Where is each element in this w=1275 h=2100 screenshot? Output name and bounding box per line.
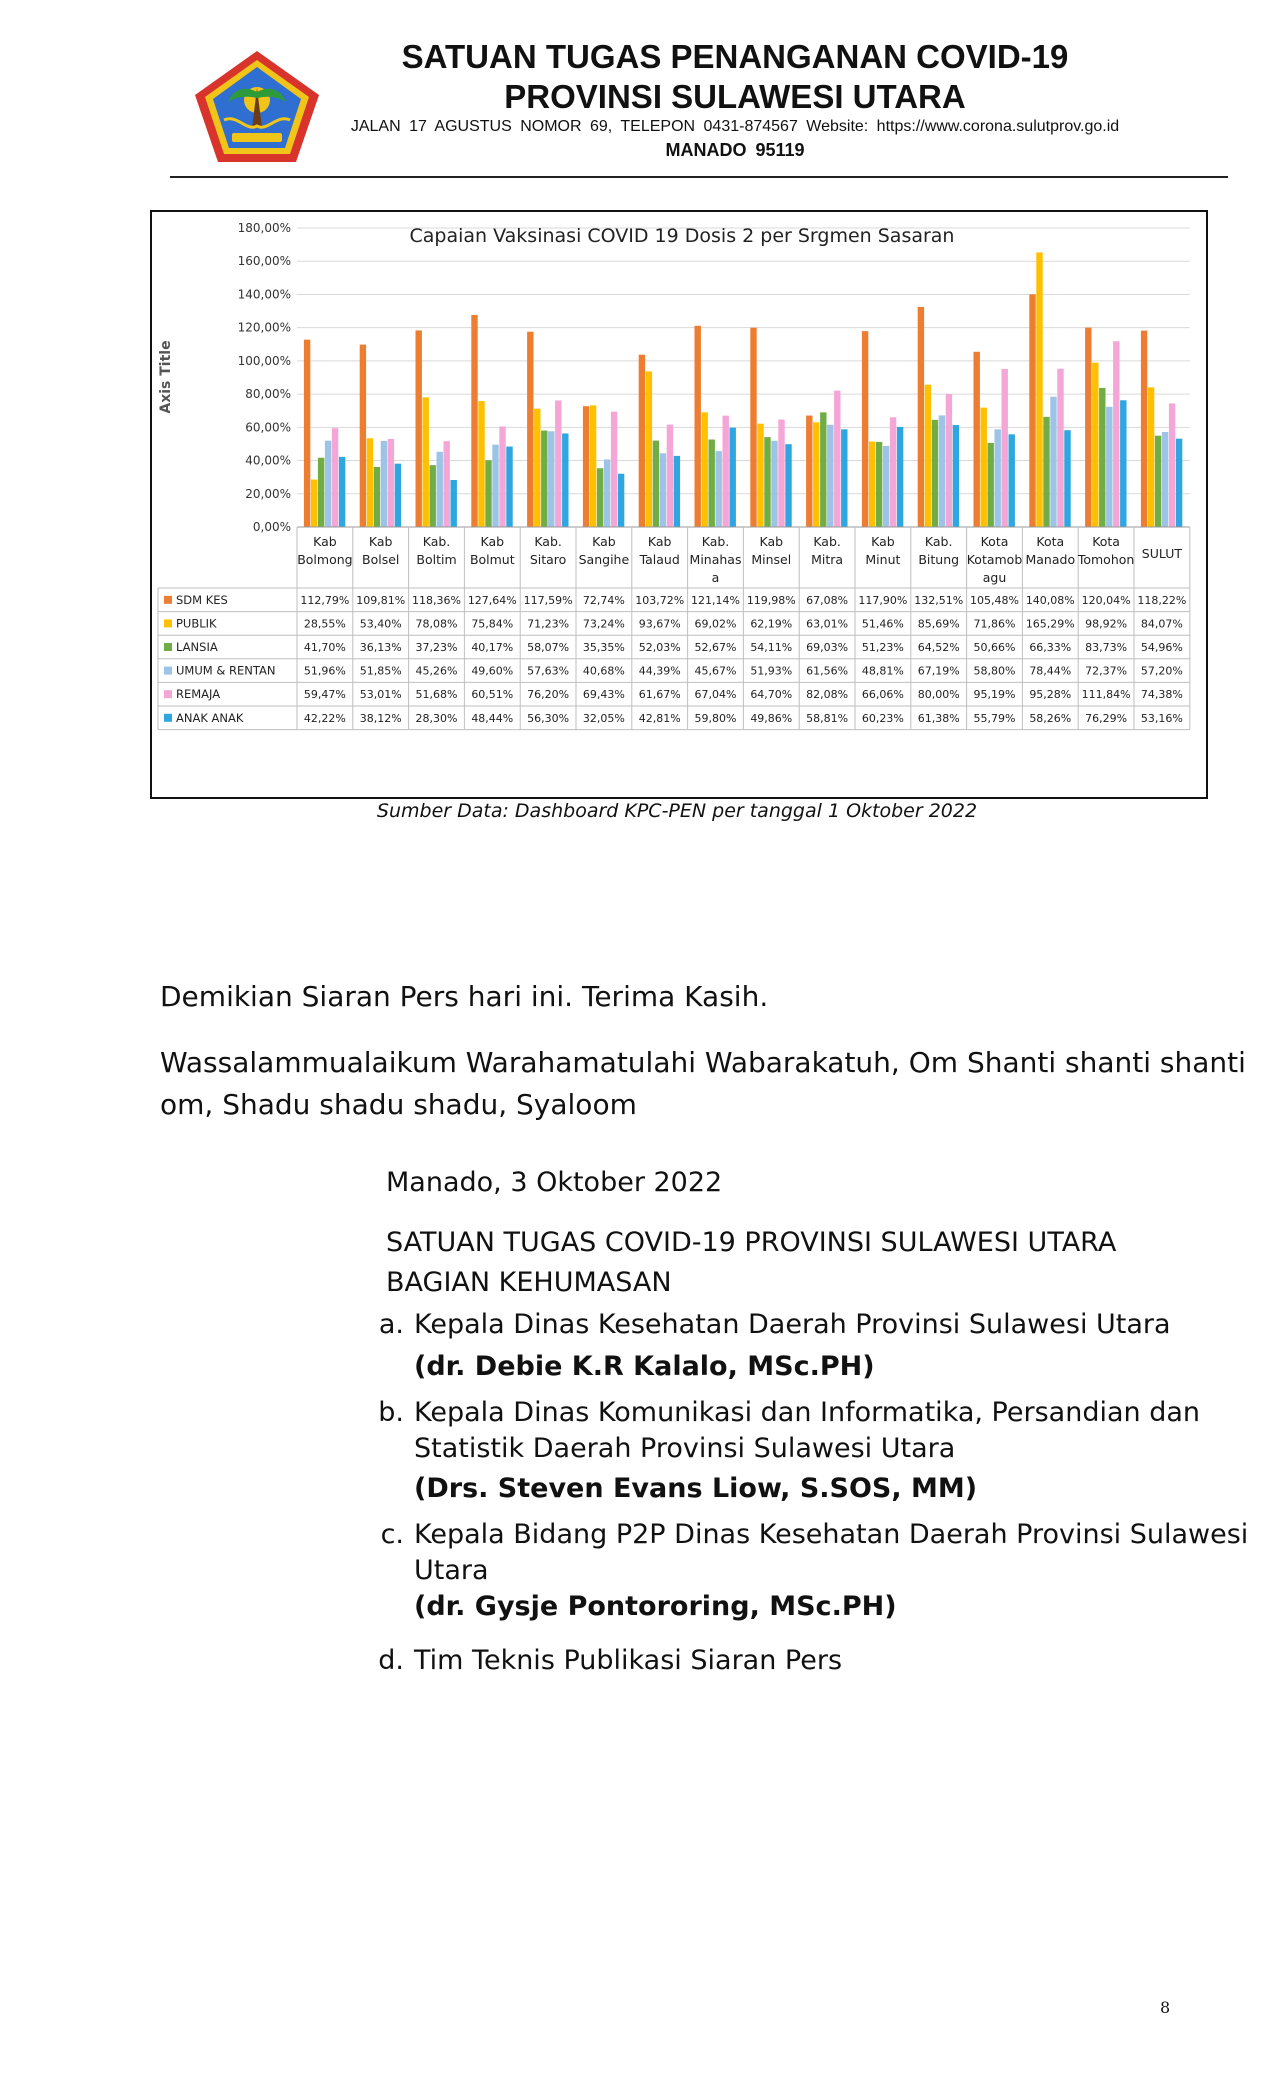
item-b-line1: Kepala Dinas Komunikasi dan Informatika, Persandian dan xyxy=(414,1397,1200,1428)
item-c-name: (dr. Gysje Pontororing, MSc.PH) xyxy=(414,1591,897,1622)
data-label: 95,28% xyxy=(1029,688,1072,702)
bar xyxy=(771,441,777,527)
bar xyxy=(932,420,938,527)
bar xyxy=(862,331,868,527)
data-label: 67,04% xyxy=(694,688,737,702)
bar xyxy=(827,425,833,527)
category-label: Manado xyxy=(1025,552,1076,567)
bar xyxy=(841,429,847,527)
bar xyxy=(437,452,443,527)
bar xyxy=(604,459,610,527)
legend-swatch xyxy=(164,667,172,675)
data-label: 48,81% xyxy=(861,664,904,678)
data-label: 59,80% xyxy=(694,711,737,725)
bar xyxy=(674,456,680,527)
data-label: 132,51% xyxy=(914,593,964,607)
data-label: 40,68% xyxy=(582,664,625,678)
bar xyxy=(499,426,505,527)
bar xyxy=(444,441,450,527)
data-label: 109,81% xyxy=(356,593,406,607)
data-label: 76,20% xyxy=(527,688,570,702)
data-label: 53,01% xyxy=(359,688,402,702)
bar xyxy=(562,433,568,527)
data-label: 117,59% xyxy=(523,593,573,607)
category-label: Boltim xyxy=(416,552,457,567)
data-label: 119,98% xyxy=(746,593,796,607)
bar xyxy=(395,464,401,527)
data-label: 59,47% xyxy=(303,688,346,702)
item-b-line2: Statistik Daerah Provinsi Sulawesi Utara xyxy=(414,1433,956,1464)
data-label: 66,33% xyxy=(1029,641,1072,654)
data-label: 56,30% xyxy=(527,711,570,725)
bar xyxy=(981,408,987,527)
bar xyxy=(471,315,477,527)
data-label: 62,19% xyxy=(750,617,793,631)
y-tick-label: 0,00% xyxy=(252,520,291,534)
category-label: Bolmut xyxy=(469,552,515,567)
category-label: a xyxy=(711,570,720,585)
data-label: 69,02% xyxy=(694,617,737,631)
bar xyxy=(1169,403,1175,527)
bar xyxy=(534,409,540,527)
header-city: MANADO 95119 xyxy=(665,140,805,160)
data-label: 112,79% xyxy=(300,593,350,607)
bar xyxy=(332,428,338,527)
vaccination-chart xyxy=(150,210,1208,799)
data-label: 35,35% xyxy=(582,641,625,654)
bar xyxy=(974,352,980,527)
category-label: Bolsel xyxy=(362,552,400,567)
bar xyxy=(813,422,819,527)
signature-org-line2: BAGIAN KEHUMASAN xyxy=(386,1267,672,1298)
data-label: 127,64% xyxy=(467,593,517,607)
data-label: 61,38% xyxy=(917,711,960,725)
data-label: 63,01% xyxy=(806,617,849,631)
item-c-marker: c. xyxy=(380,1519,404,1550)
data-label: 111,84% xyxy=(1081,688,1131,702)
bar xyxy=(325,441,331,527)
category-label: Kab xyxy=(871,534,895,549)
bar xyxy=(695,326,701,527)
category-label: Talaud xyxy=(639,552,680,567)
data-label: 71,86% xyxy=(973,617,1016,631)
data-label: 52,03% xyxy=(638,641,681,654)
y-tick-label: 160,00% xyxy=(237,254,291,269)
bar xyxy=(590,405,596,527)
data-label: 54,96% xyxy=(1140,641,1183,654)
data-label: 75,84% xyxy=(471,617,514,631)
data-label: 78,44% xyxy=(1029,664,1072,678)
category-label: SULUT xyxy=(1141,546,1183,561)
data-label: 42,81% xyxy=(638,711,681,725)
data-label: 120,04% xyxy=(1081,593,1131,607)
data-label: 73,24% xyxy=(582,617,625,631)
data-label: 80,00% xyxy=(917,688,960,702)
header-title-line1: SATUAN TUGAS PENANGANAN COVID-19 xyxy=(401,38,1069,75)
data-label: 64,52% xyxy=(917,641,960,654)
item-d-marker: d. xyxy=(378,1645,404,1676)
data-label: 118,22% xyxy=(1137,593,1187,607)
data-label: 165,29% xyxy=(1025,617,1075,631)
category-label: Kab xyxy=(313,534,337,549)
data-label: 54,11% xyxy=(750,641,793,654)
item-b-marker: b. xyxy=(378,1397,404,1428)
data-label: 45,26% xyxy=(415,664,458,678)
data-label: 51,96% xyxy=(303,664,346,678)
bar xyxy=(1050,397,1056,527)
data-label: 57,20% xyxy=(1140,664,1183,678)
bar xyxy=(723,416,729,527)
data-label: 105,48% xyxy=(970,593,1019,607)
bar xyxy=(1106,407,1112,527)
data-label: 72,74% xyxy=(582,593,625,607)
data-label: 41,70% xyxy=(303,641,346,654)
item-a-line1: Kepala Dinas Kesehatan Daerah Provinsi Sulawesi Utara xyxy=(414,1309,1171,1340)
bar xyxy=(897,427,903,527)
y-tick-label: 60,00% xyxy=(245,420,291,435)
data-label: 74,38% xyxy=(1140,688,1183,702)
bar xyxy=(527,332,533,527)
header-divider xyxy=(170,176,1228,178)
bar xyxy=(653,441,659,527)
bar xyxy=(785,444,791,527)
bar xyxy=(339,457,345,527)
legend-swatch xyxy=(164,596,172,604)
bar xyxy=(1002,369,1008,527)
bar xyxy=(318,458,324,527)
bar xyxy=(541,431,547,527)
category-label: Kota xyxy=(1036,534,1065,549)
bar xyxy=(1155,436,1161,527)
bar xyxy=(918,307,924,527)
data-label: 58,26% xyxy=(1029,711,1072,725)
bar xyxy=(778,420,784,527)
data-label: 53,16% xyxy=(1140,711,1183,725)
bar xyxy=(485,460,491,527)
category-label: agu xyxy=(982,570,1007,585)
data-label: 72,37% xyxy=(1085,664,1128,678)
bar xyxy=(1176,439,1182,527)
bar xyxy=(988,443,994,527)
legend-label: LANSIA xyxy=(176,640,218,654)
data-label: 57,63% xyxy=(527,664,570,678)
y-tick-label: 140,00% xyxy=(237,287,291,302)
bar xyxy=(660,453,666,527)
bar xyxy=(555,400,561,527)
data-label: 121,14% xyxy=(691,593,740,607)
item-d-line1: Tim Teknis Publikasi Siaran Pers xyxy=(414,1645,843,1676)
data-label: 82,08% xyxy=(806,688,849,702)
category-label: Minut xyxy=(865,552,901,567)
data-label: 51,93% xyxy=(750,664,793,678)
y-tick-label: 80,00% xyxy=(245,387,291,402)
data-label: 84,07% xyxy=(1140,617,1183,631)
data-label: 117,90% xyxy=(858,593,908,607)
category-label: Kab xyxy=(592,534,616,549)
category-label: Kota xyxy=(980,534,1009,549)
data-label: 61,67% xyxy=(638,688,681,702)
bar xyxy=(646,371,652,527)
bar xyxy=(1092,363,1098,527)
greeting-line-2: om, Shadu shadu shadu, Syaloom xyxy=(160,1088,637,1121)
category-label: Sangihe xyxy=(578,552,630,567)
header-title-line2: PROVINSI SULAWESI UTARA xyxy=(504,78,966,115)
page-number: 8 xyxy=(1160,1998,1171,2017)
y-tick-label: 180,00% xyxy=(237,221,291,235)
chart-source-note: Sumber Data: Dashboard KPC-PEN per tanggal 1 Oktober 2022 xyxy=(376,800,978,822)
bar xyxy=(890,417,896,527)
bar xyxy=(611,412,617,527)
greeting-line-1: Wassalammualaikum Warahamatulahi Wabarakatuh, Om Shanti shanti shanti xyxy=(160,1046,1246,1079)
bar xyxy=(869,442,875,527)
bar xyxy=(702,412,708,527)
data-label: 44,39% xyxy=(638,664,681,678)
bar xyxy=(506,447,512,527)
data-label: 69,03% xyxy=(806,641,849,654)
data-label: 103,72% xyxy=(635,593,685,607)
data-label: 36,13% xyxy=(359,641,402,654)
category-label: Kab. xyxy=(534,534,562,549)
bar xyxy=(1148,387,1154,527)
legend-label: UMUM & RENTAN xyxy=(176,663,276,678)
bar xyxy=(1057,369,1063,527)
y-tick-label: 120,00% xyxy=(237,320,291,335)
legend-swatch xyxy=(164,690,172,698)
data-label: 38,12% xyxy=(359,711,402,725)
bar xyxy=(1113,341,1119,527)
closing-text: Demikian Siaran Pers hari ini. Terima Kasih. xyxy=(160,980,769,1013)
data-label: 42,22% xyxy=(303,711,346,725)
category-label: Kab. xyxy=(701,534,730,549)
bar xyxy=(478,401,484,527)
signature-org-line1: SATUAN TUGAS COVID-19 PROVINSI SULAWESI UTARA xyxy=(386,1227,1117,1258)
data-label: 51,85% xyxy=(359,664,402,678)
data-label: 58,81% xyxy=(806,711,849,725)
category-label: Kab xyxy=(368,534,393,549)
data-label: 64,70% xyxy=(750,688,793,702)
category-label: Kotamob xyxy=(966,552,1023,567)
y-axis-title: Axis Title xyxy=(158,340,174,414)
data-label: 37,23% xyxy=(415,641,458,654)
y-tick-label: 20,00% xyxy=(245,486,291,501)
data-label: 51,68% xyxy=(415,688,458,702)
signature-place-date: Manado, 3 Oktober 2022 xyxy=(386,1167,723,1198)
data-label: 40,17% xyxy=(471,641,514,654)
bar xyxy=(416,330,422,527)
bar xyxy=(925,385,931,527)
bar xyxy=(876,442,882,527)
data-label: 140,08% xyxy=(1025,593,1075,607)
category-label: Kab xyxy=(647,534,672,549)
bar xyxy=(834,391,840,527)
bar xyxy=(618,474,624,527)
data-label: 51,23% xyxy=(861,641,904,654)
data-label: 67,19% xyxy=(917,664,960,678)
category-label: Minsel xyxy=(751,552,792,567)
data-label: 83,73% xyxy=(1085,641,1128,654)
bar xyxy=(820,412,826,527)
data-label: 98,92% xyxy=(1085,617,1128,631)
legend-label: PUBLIK xyxy=(176,616,217,631)
data-label: 55,79% xyxy=(973,711,1016,725)
bar xyxy=(716,451,722,527)
legend-label: REMAJA xyxy=(176,687,221,702)
item-b-name: (Drs. Steven Evans Liow, S.SOS, MM) xyxy=(414,1473,978,1504)
data-label: 76,29% xyxy=(1085,711,1128,725)
bar xyxy=(1162,432,1168,527)
legend-swatch xyxy=(164,714,172,722)
bar xyxy=(381,441,387,527)
bar xyxy=(492,445,498,527)
header-address: JALAN 17 AGUSTUS NOMOR 69, TELEPON 0431-874567 Website: https://www.corona.sulutprov.go.id xyxy=(350,118,1120,135)
bar xyxy=(667,425,673,527)
data-label: 28,55% xyxy=(303,617,346,631)
bar xyxy=(548,431,554,527)
bar xyxy=(639,355,645,527)
category-label: Kab. xyxy=(422,534,451,549)
data-label: 48,44% xyxy=(471,711,514,725)
bar xyxy=(757,424,763,527)
data-label: 49,60% xyxy=(471,664,514,678)
y-tick-label: 40,00% xyxy=(245,453,291,468)
bar xyxy=(1036,252,1042,527)
bar xyxy=(750,328,756,527)
data-label: 60,51% xyxy=(471,688,514,702)
category-label: Kab. xyxy=(813,534,841,549)
category-label: Sitaro xyxy=(529,552,567,567)
bar xyxy=(597,468,603,527)
bar xyxy=(388,439,394,527)
category-label: Kab. xyxy=(924,534,953,549)
bar xyxy=(1009,434,1015,527)
data-label: 58,80% xyxy=(973,664,1016,678)
bar xyxy=(430,465,436,527)
item-a-name: (dr. Debie K.R Kalalo, MSc.PH) xyxy=(414,1351,875,1382)
bar xyxy=(1029,294,1035,527)
bar xyxy=(311,480,317,527)
data-label: 60,23% xyxy=(861,711,904,725)
bar xyxy=(939,415,945,527)
category-label: Kab xyxy=(480,534,505,549)
category-label: Bitung xyxy=(918,552,960,567)
bar xyxy=(1141,331,1147,527)
bar xyxy=(1043,417,1049,527)
category-label: Kab xyxy=(759,534,784,549)
item-c-line1: Kepala Bidang P2P Dinas Kesehatan Daerah Provinsi Sulawesi xyxy=(414,1519,1249,1550)
bar xyxy=(764,437,770,527)
category-label: Mitra xyxy=(811,552,844,567)
category-label: Bolmong xyxy=(297,552,353,567)
y-tick-label: 100,00% xyxy=(237,353,291,368)
bar xyxy=(1085,328,1091,527)
category-label: Minahas xyxy=(689,552,742,567)
chart-title: Capaian Vaksinasi COVID 19 Dosis 2 per Srgmen Sasaran xyxy=(409,225,955,247)
data-label: 45,67% xyxy=(694,664,737,678)
data-label: 71,23% xyxy=(527,617,570,631)
data-label: 69,43% xyxy=(582,688,625,702)
bar xyxy=(451,480,457,527)
data-label: 52,67% xyxy=(694,641,737,654)
data-label: 85,69% xyxy=(917,617,960,631)
bar xyxy=(946,394,952,527)
data-label: 66,06% xyxy=(861,688,904,702)
data-label: 58,07% xyxy=(527,641,570,654)
legend-swatch xyxy=(164,619,172,627)
bar xyxy=(583,406,589,527)
data-label: 51,46% xyxy=(861,617,904,631)
data-label: 53,40% xyxy=(359,617,402,631)
data-label: 118,36% xyxy=(412,593,461,607)
bar xyxy=(953,425,959,527)
bar xyxy=(806,416,812,527)
bar xyxy=(367,438,373,527)
bar xyxy=(360,345,366,527)
data-label: 93,67% xyxy=(638,617,681,631)
legend-label: SDM KES xyxy=(176,592,228,607)
legend-swatch xyxy=(164,643,172,651)
bar xyxy=(423,397,429,527)
bar xyxy=(730,428,736,527)
data-label: 95,19% xyxy=(973,688,1016,702)
item-c-line2: Utara xyxy=(414,1555,489,1586)
data-label: 61,56% xyxy=(806,664,849,678)
data-label: 32,05% xyxy=(582,711,625,725)
chart-canvas xyxy=(152,212,1206,797)
data-label: 67,08% xyxy=(806,593,849,607)
bar xyxy=(1064,430,1070,527)
bar xyxy=(374,467,380,527)
data-label: 49,86% xyxy=(750,711,793,725)
category-label: Tomohon xyxy=(1077,552,1135,567)
category-label: Kota xyxy=(1092,534,1120,549)
bar xyxy=(709,440,715,527)
bar xyxy=(995,429,1001,527)
data-label: 78,08% xyxy=(415,617,458,631)
legend-label: ANAK ANAK xyxy=(176,710,244,725)
bar xyxy=(1120,400,1126,527)
item-a-marker: a. xyxy=(378,1309,404,1340)
bar xyxy=(883,446,889,527)
data-label: 50,66% xyxy=(973,641,1016,654)
bar xyxy=(1099,388,1105,527)
bar xyxy=(304,340,310,527)
data-label: 28,30% xyxy=(415,711,458,725)
